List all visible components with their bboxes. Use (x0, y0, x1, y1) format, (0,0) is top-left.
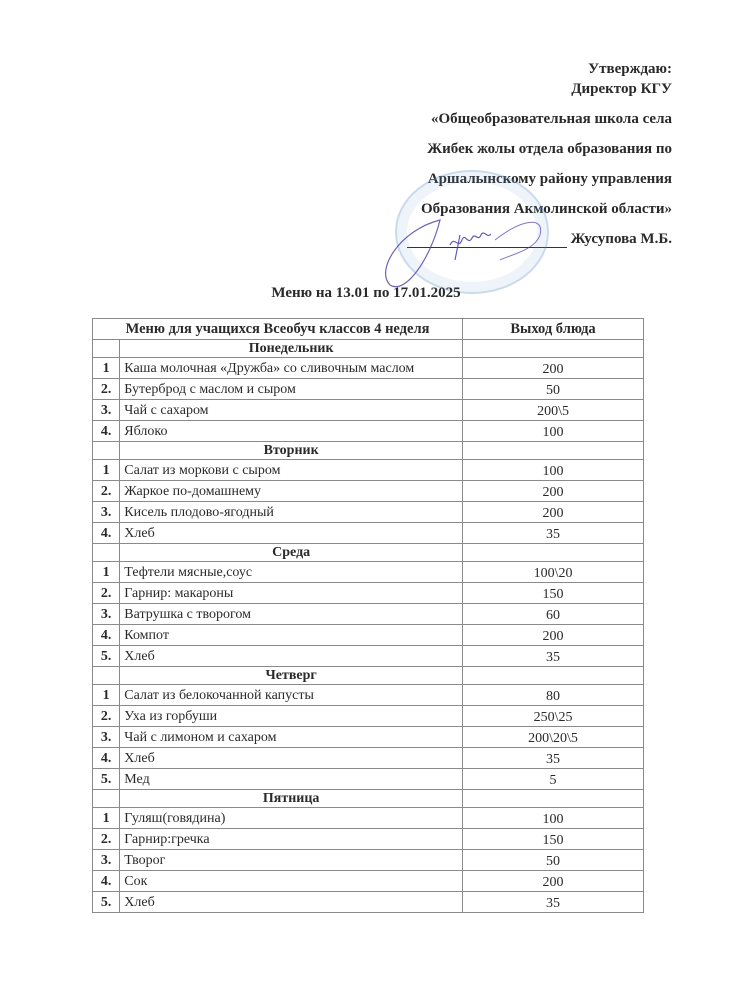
item-number: 2. (93, 379, 120, 400)
table-row (93, 481, 644, 502)
item-number: 3. (93, 604, 120, 625)
approval-org-line-1: «Общеобразовательная школа села (431, 111, 672, 127)
signer-name: Жусупова М.Б. (570, 231, 672, 247)
dish-yield: 35 (463, 892, 644, 913)
day-name: Четверг (120, 667, 463, 685)
table-row (93, 379, 644, 400)
dish-yield: 150 (463, 583, 644, 604)
day-num-cell (93, 790, 120, 808)
item-number: 1 (93, 562, 120, 583)
item-number: 3. (93, 502, 120, 523)
dish-yield: 50 (463, 850, 644, 871)
day-yield-cell (463, 790, 644, 808)
table-row (93, 562, 644, 583)
table-row (93, 727, 644, 748)
table-row (93, 685, 644, 706)
day-num-cell (93, 544, 120, 562)
day-name: Среда (120, 544, 463, 562)
table-row (93, 421, 644, 442)
dish-name: Ватрушка с творогом (120, 604, 463, 625)
dish-name: Салат из моркови с сыром (120, 460, 463, 481)
item-number: 3. (93, 400, 120, 421)
dish-yield: 150 (463, 829, 644, 850)
menu-table (92, 318, 644, 913)
table-row (93, 502, 644, 523)
table-row (93, 583, 644, 604)
item-number: 2. (93, 829, 120, 850)
day-header-row (93, 667, 644, 685)
dish-name: Хлеб (120, 748, 463, 769)
dish-name: Салат из белокочанной капусты (120, 685, 463, 706)
dish-name: Тефтели мясные,соус (120, 562, 463, 583)
item-number: 4. (93, 523, 120, 544)
dish-yield: 200 (463, 871, 644, 892)
day-header-row (93, 442, 644, 460)
dish-yield: 200 (463, 358, 644, 379)
item-number: 5. (93, 646, 120, 667)
dish-yield: 100\20 (463, 562, 644, 583)
item-number: 2. (93, 481, 120, 502)
dish-yield: 200 (463, 625, 644, 646)
item-number: 4. (93, 421, 120, 442)
dish-name: Уха из горбуши (120, 706, 463, 727)
table-row (93, 769, 644, 790)
table-row (93, 604, 644, 625)
dish-name: Жаркое по-домашнему (120, 481, 463, 502)
table-row (93, 646, 644, 667)
header-menu-description: Меню для учащихся Всеобуч классов 4 неделя (93, 319, 463, 340)
item-number: 4. (93, 871, 120, 892)
day-name: Пятница (120, 790, 463, 808)
approval-position: Директор КГУ (571, 81, 672, 97)
item-number: 5. (93, 892, 120, 913)
dish-name: Каша молочная «Дружба» со сливочным маслом (120, 358, 463, 379)
dish-name: Гарнир: макароны (120, 583, 463, 604)
item-number: 1 (93, 460, 120, 481)
day-yield-cell (463, 442, 644, 460)
signature-row (342, 230, 672, 248)
header-yield: Выход блюда (463, 319, 644, 340)
item-number: 2. (93, 583, 120, 604)
dish-yield: 200 (463, 481, 644, 502)
day-num-cell (93, 667, 120, 685)
table-row (93, 808, 644, 829)
item-number: 4. (93, 625, 120, 646)
table-row (93, 748, 644, 769)
table-row (93, 829, 644, 850)
dish-name: Бутерброд с маслом и сыром (120, 379, 463, 400)
menu-title: Меню на 13.01 по 17.01.2025 (271, 285, 461, 301)
menu-table-body (93, 340, 644, 913)
day-num-cell (93, 442, 120, 460)
table-row (93, 358, 644, 379)
table-header-row (93, 319, 644, 340)
dish-name: Творог (120, 850, 463, 871)
dish-yield: 50 (463, 379, 644, 400)
dish-yield: 35 (463, 748, 644, 769)
table-row (93, 460, 644, 481)
item-number: 1 (93, 685, 120, 706)
approval-org-line-3: Аршалынскому району управления (427, 171, 672, 187)
dish-name: Хлеб (120, 646, 463, 667)
item-number: 1 (93, 358, 120, 379)
dish-yield: 60 (463, 604, 644, 625)
approval-org-line-2: Жибек жолы отдела образования по (427, 141, 672, 157)
dish-name: Хлеб (120, 892, 463, 913)
day-name: Понедельник (120, 340, 463, 358)
day-yield-cell (463, 340, 644, 358)
day-header-row (93, 340, 644, 358)
dish-yield: 35 (463, 646, 644, 667)
dish-yield: 80 (463, 685, 644, 706)
dish-yield: 200\5 (463, 400, 644, 421)
item-number: 2. (93, 706, 120, 727)
dish-yield: 100 (463, 460, 644, 481)
dish-name: Чай с лимоном и сахаром (120, 727, 463, 748)
day-header-row (93, 544, 644, 562)
table-row (93, 706, 644, 727)
approval-org-line-4: Образования Акмолинской области» (420, 201, 672, 217)
dish-yield: 5 (463, 769, 644, 790)
dish-name: Яблоко (120, 421, 463, 442)
table-row (93, 850, 644, 871)
day-name: Вторник (120, 442, 463, 460)
dish-name: Кисель плодово-ягодный (120, 502, 463, 523)
dish-name: Чай с сахаром (120, 400, 463, 421)
dish-yield: 100 (463, 421, 644, 442)
dish-yield: 100 (463, 808, 644, 829)
item-number: 5. (93, 769, 120, 790)
table-row (93, 523, 644, 544)
dish-name: Мед (120, 769, 463, 790)
approval-block (342, 60, 672, 248)
day-header-row (93, 790, 644, 808)
dish-yield: 200\20\5 (463, 727, 644, 748)
item-number: 4. (93, 748, 120, 769)
table-row (93, 871, 644, 892)
table-row (93, 625, 644, 646)
day-num-cell (93, 340, 120, 358)
signature-line (407, 233, 567, 248)
day-yield-cell (463, 667, 644, 685)
approval-heading: Утверждаю: (588, 61, 672, 77)
dish-name: Компот (120, 625, 463, 646)
dish-yield: 200 (463, 502, 644, 523)
dish-name: Хлеб (120, 523, 463, 544)
dish-yield: 35 (463, 523, 644, 544)
item-number: 1 (93, 808, 120, 829)
dish-name: Гуляш(говядина) (120, 808, 463, 829)
table-row (93, 400, 644, 421)
dish-name: Сок (120, 871, 463, 892)
day-yield-cell (463, 544, 644, 562)
item-number: 3. (93, 850, 120, 871)
table-row (93, 892, 644, 913)
dish-yield: 250\25 (463, 706, 644, 727)
dish-name: Гарнир:гречка (120, 829, 463, 850)
item-number: 3. (93, 727, 120, 748)
